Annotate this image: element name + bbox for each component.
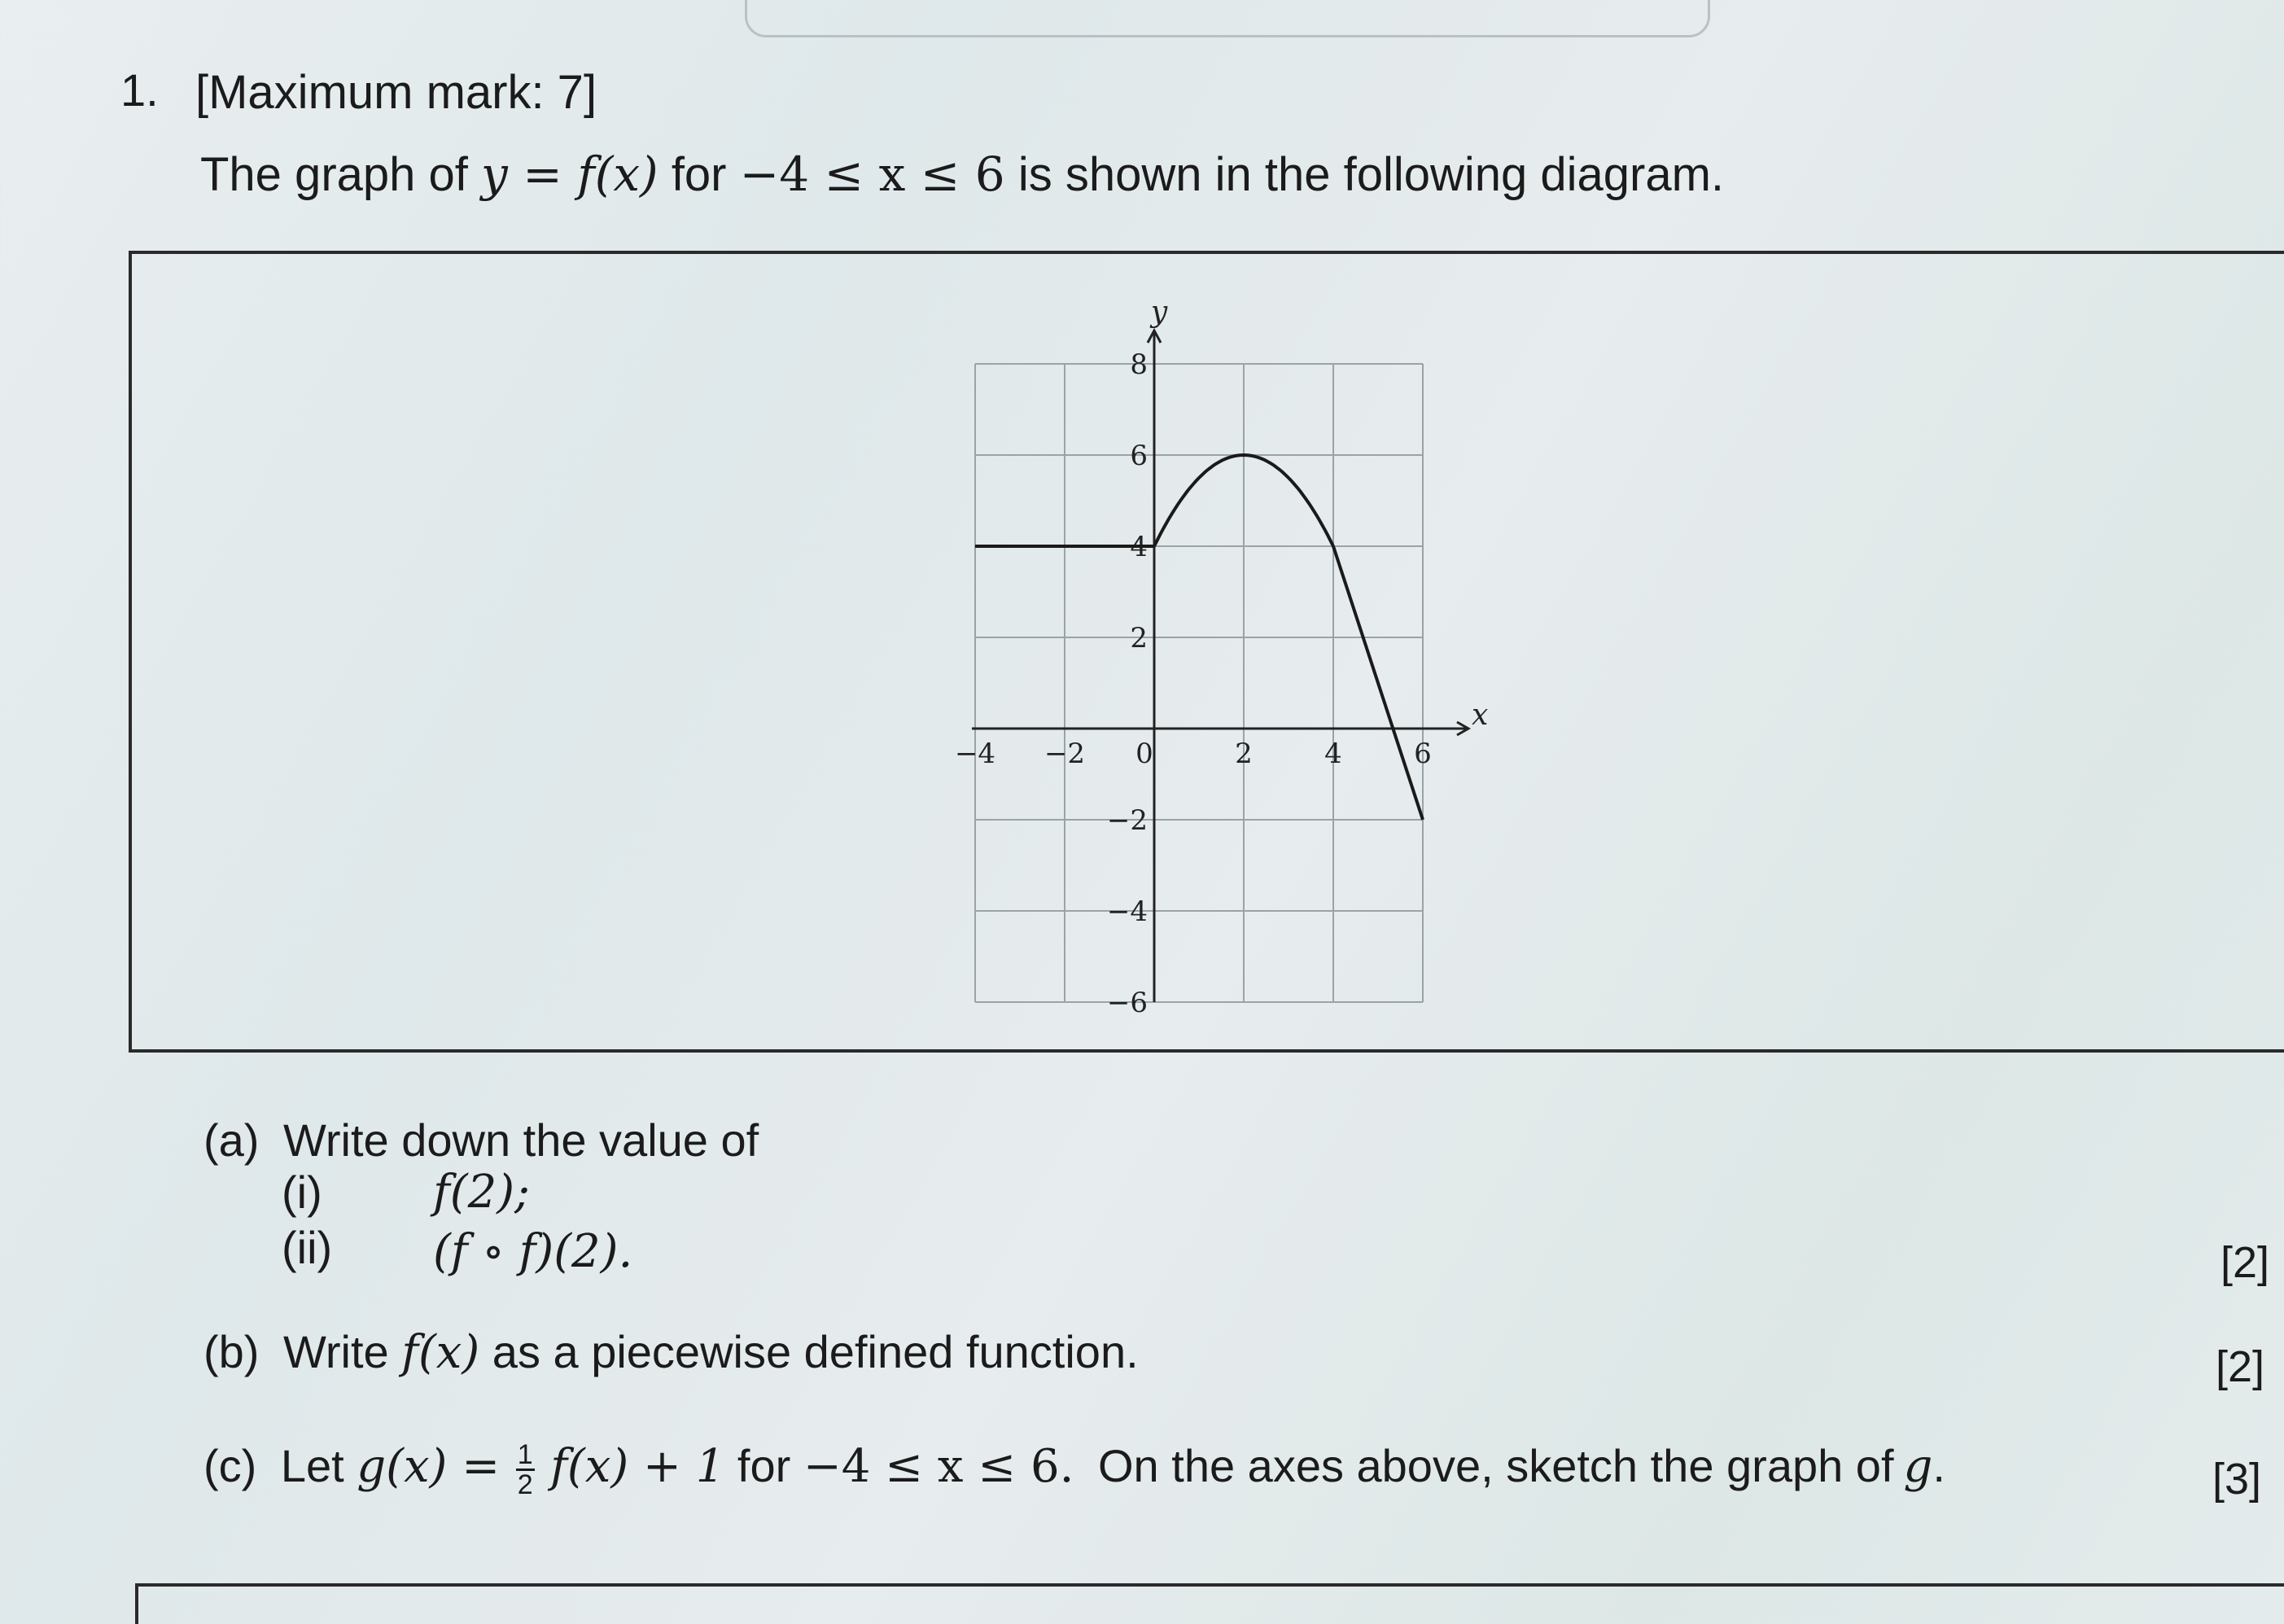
intro-pre: The graph of [200, 148, 468, 201]
intro-post: is shown in the following diagram. [1017, 148, 1725, 201]
part-b-pre: Write [283, 1326, 389, 1377]
part-b-post: as a piecewise defined function. [492, 1326, 1139, 1377]
part-b-marks: [2] [2216, 1342, 2265, 1391]
part-b-line [203, 1325, 1139, 1379]
part-c-marks: [3] [2212, 1455, 2262, 1504]
part-c-post: On the axes above, sketch the graph of [1098, 1440, 1894, 1491]
x-tick-label: 0 [1135, 738, 1153, 770]
part-a-text: Write down the value of [283, 1114, 759, 1166]
answer-box [135, 1583, 2284, 1624]
part-a-i-expr: f(2); [433, 1166, 530, 1219]
y-tick-label: 8 [1130, 348, 1148, 381]
x-tick-label: 6 [1414, 738, 1432, 770]
x-tick-label: 2 [1235, 738, 1253, 770]
intro-domain: −4 ≤ x ≤ 6 [739, 147, 1005, 202]
graph-grid [975, 364, 1423, 1002]
part-c-lhs: g(x) = [357, 1440, 501, 1493]
y-axis-label: y [1150, 295, 1168, 329]
graph-tick-labels [955, 348, 1432, 1019]
part-c-pre: Let [280, 1440, 344, 1491]
maximum-mark: [Maximum mark: 7] [195, 66, 597, 119]
y-tick-label: 6 [1130, 440, 1148, 472]
x-tick-label: 4 [1324, 738, 1342, 770]
part-a-ii-expr: (f ∘ f)(2). [433, 1225, 633, 1278]
y-tick-label: −4 [1106, 895, 1148, 928]
part-b-label: (b) [203, 1326, 260, 1377]
x-tick-label: −4 [954, 738, 996, 770]
intro-mid: for [671, 148, 727, 201]
part-c-line [203, 1439, 1945, 1499]
part-c-mid: for [737, 1440, 791, 1491]
part-c-fraction [516, 1438, 535, 1500]
part-a-marks: [2] [2221, 1238, 2270, 1287]
part-c-domain: −4 ≤ x ≤ 6. [803, 1440, 1074, 1493]
fraction-numerator: 1 [517, 1438, 533, 1470]
part-a-label: (a) [203, 1114, 260, 1166]
y-tick-label: 2 [1130, 622, 1148, 654]
part-c-end: . [1932, 1440, 1945, 1491]
curve-segment-linear [1333, 546, 1423, 820]
intro-equation: y = f(x) [481, 147, 659, 202]
part-a-i-label: (i) [282, 1167, 322, 1218]
graph-axes [972, 295, 1488, 1002]
x-axis-label: x [1472, 698, 1489, 732]
part-a-line [203, 1114, 759, 1167]
fraction-denominator: 2 [517, 1469, 533, 1500]
y-tick-label: −2 [1106, 804, 1148, 837]
y-tick-label: −6 [1106, 987, 1148, 1019]
part-c-label: (c) [203, 1440, 257, 1491]
part-c-g: g [1903, 1440, 1933, 1493]
part-c-rhs: f(x) + 1 [550, 1440, 725, 1493]
question-number: 1. [120, 64, 159, 116]
part-b-expr: f(x) [401, 1326, 480, 1379]
y-tick-label: 4 [1130, 531, 1148, 563]
x-tick-label: −2 [1044, 738, 1086, 770]
part-a-ii-label: (ii) [282, 1222, 333, 1273]
